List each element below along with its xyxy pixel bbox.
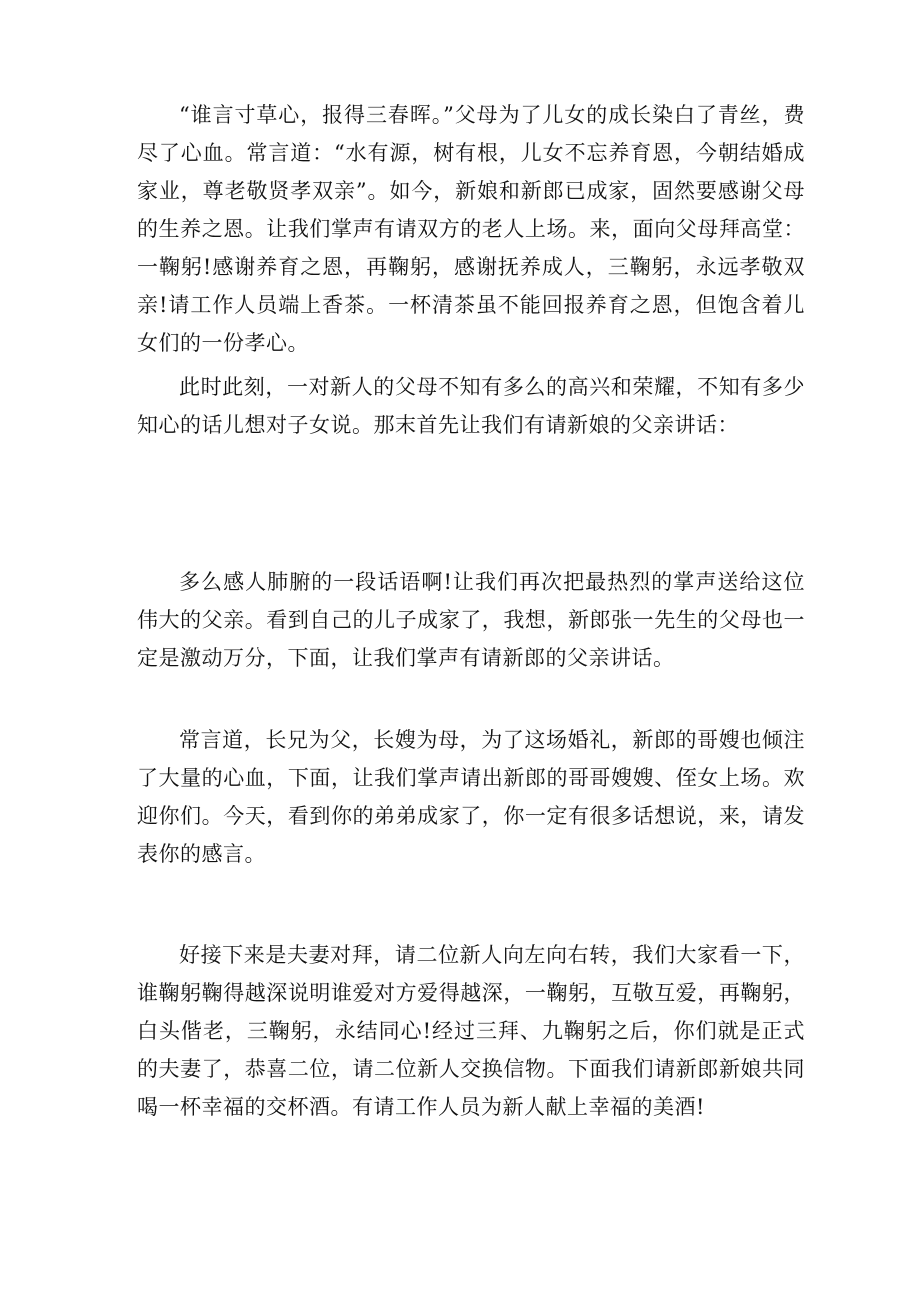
paragraph-couple-bow: 好接下来是夫妻对拜，请二位新人向左向右转，我们大家看一下，谁鞠躬鞠得越深说明谁爱对方爱得越深，一鞠躬，互敬互爱，再鞠躬，白头偕老，三鞠躬，永结同心!经过三拜、九鞠躬之后，你们就是正式的夫妻了，恭喜二位，请二位新人交换信物。下面我们请新郎新娘共同喝一杯幸福的交杯酒。有请工作人员为新人献上幸福的美酒!	[137, 943, 805, 1119]
paragraph-honor-parents: “谁言寸草心，报得三春晖。”父母为了儿女的成长染白了青丝，费尽了心血。常言道：“水有源，树有根，儿女不忘养育恩，今朝结婚成家业，尊老敬贤孝双亲”。如今，新娘和新郎已成家，固然要感谢父母的生养之恩。让我们掌声有请双方的老人上场。来，面向父母拜高堂：一鞠躬!感谢养育之恩，再鞠躬，感谢抚养成人，三鞠躬，永远孝敬双亲!请工作人员端上香茶。一杯清茶虽不能回报养育之恩，但饱含着儿女们的一份孝心。	[137, 103, 805, 355]
paragraph-bride-father-intro: 此时此刻，一对新人的父母不知有多么的高兴和荣耀，不知有多少知心的话儿想对子女说。那末首先让我们有请新娘的父亲讲话：	[137, 375, 805, 437]
paragraph-groom-father-intro: 多么感人肺腑的一段话语啊!让我们再次把最热烈的掌声送给这位伟大的父亲。看到自己的儿子成家了，我想，新郎张一先生的父母也一定是激动万分，下面，让我们掌声有请新郎的父亲讲话。	[137, 570, 805, 670]
paragraph-brother-sister-in-law: 常言道，长兄为父，长嫂为母，为了这场婚礼，新郎的哥嫂也倾注了大量的心血，下面，让我们掌声请出新郎的哥哥嫂嫂、侄女上场。欢迎你们。今天，看到你的弟弟成家了，你一定有很多话想说，来，请发表你的感言。	[137, 728, 805, 866]
